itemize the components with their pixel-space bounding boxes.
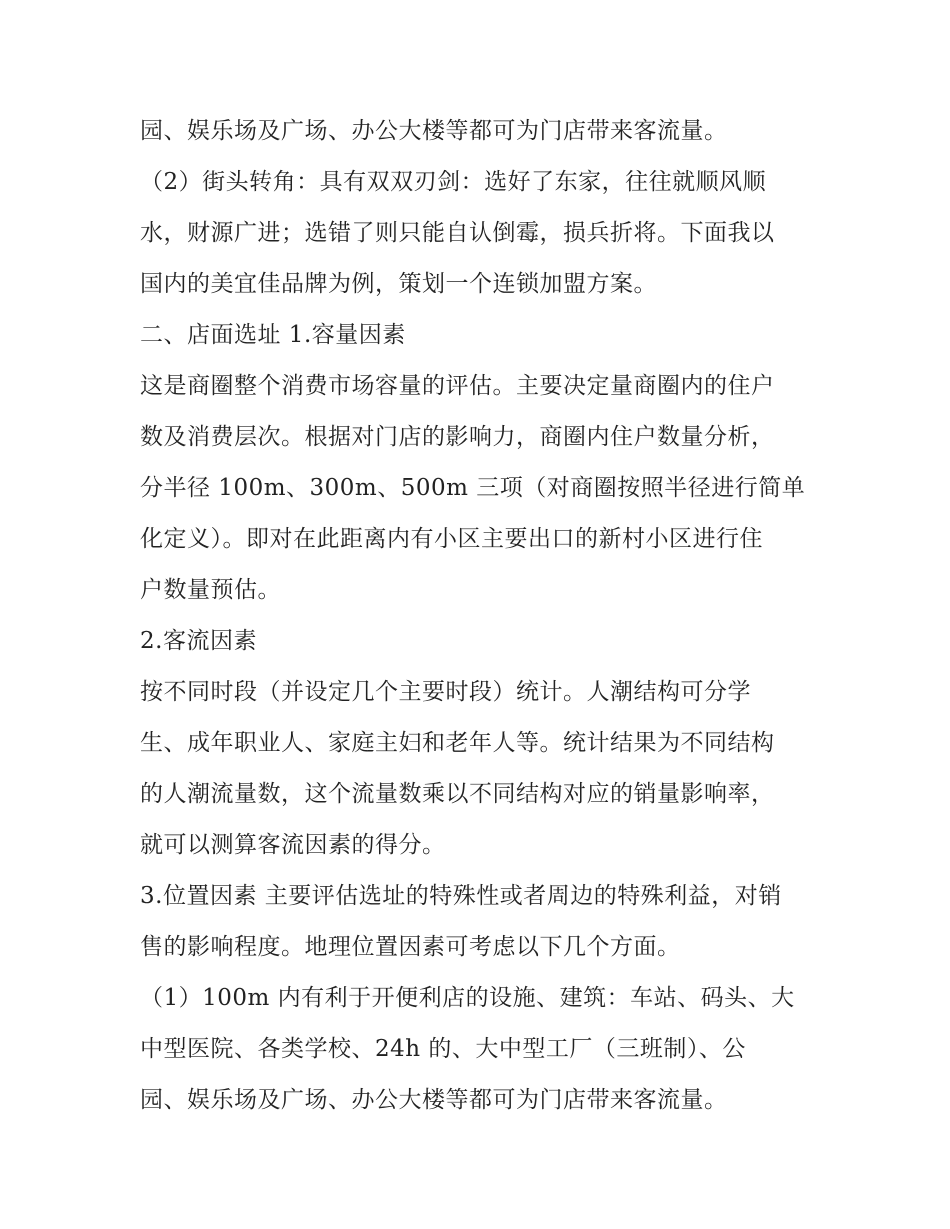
text-line: 国内的美宜佳品牌为例，策划一个连锁加盟方案。 [140, 271, 657, 297]
text-line: 户数量预估。 [140, 577, 281, 603]
text-line: 园、娱乐场及广场、办公大楼等都可为门店带来客流量。 [140, 1087, 728, 1113]
text-line: 3.位置因素 主要评估选址的特殊性或者周边的特殊利益，对销 [140, 883, 782, 909]
text-line: 分半径 100m、300m、500m 三项（对商圈按照半径进行简单 [140, 475, 806, 501]
section-heading: 二、店面选址 1.容量因素 [140, 322, 406, 348]
text-line: 按不同时段（并设定几个主要时段）统计。人潮结构可分学 [140, 679, 751, 705]
text-line: 生、成年职业人、家庭主妇和老年人等。统计结果为不同结构 [140, 730, 775, 756]
text-line: 化定义）。即对在此距离内有小区主要出口的新村小区进行住 [140, 526, 763, 552]
text-line: 数及消费层次。根据对门店的影响力，商圈内住户数量分析， [140, 424, 775, 450]
text-line: 水，财源广进；选错了则只能自认倒霉，损兵折将。下面我以 [140, 220, 775, 246]
text-line: 这是商圈整个消费市场容量的评估。主要决定量商圈内的住户 [140, 373, 775, 399]
text-line: 就可以测算客流因素的得分。 [140, 832, 446, 858]
text-line: 园、娱乐场及广场、办公大楼等都可为门店带来客流量。 [140, 118, 728, 144]
text-line: 售的影响程度。地理位置因素可考虑以下几个方面。 [140, 934, 681, 960]
text-line: （1）100m 内有利于开便利店的设施、建筑：车站、码头、大 [140, 985, 795, 1011]
document-body [140, 106, 830, 1126]
text-line: 的人潮流量数，这个流量数乘以不同结构对应的销量影响率， [140, 781, 775, 807]
section-heading: 2.客流因素 [140, 628, 257, 654]
text-line: 中型医院、各类学校、24h 的、大中型工厂（三班制）、公 [140, 1036, 746, 1062]
text-line: （2）街头转角：具有双双刃剑：选好了东家，往往就顺风顺 [140, 169, 767, 195]
